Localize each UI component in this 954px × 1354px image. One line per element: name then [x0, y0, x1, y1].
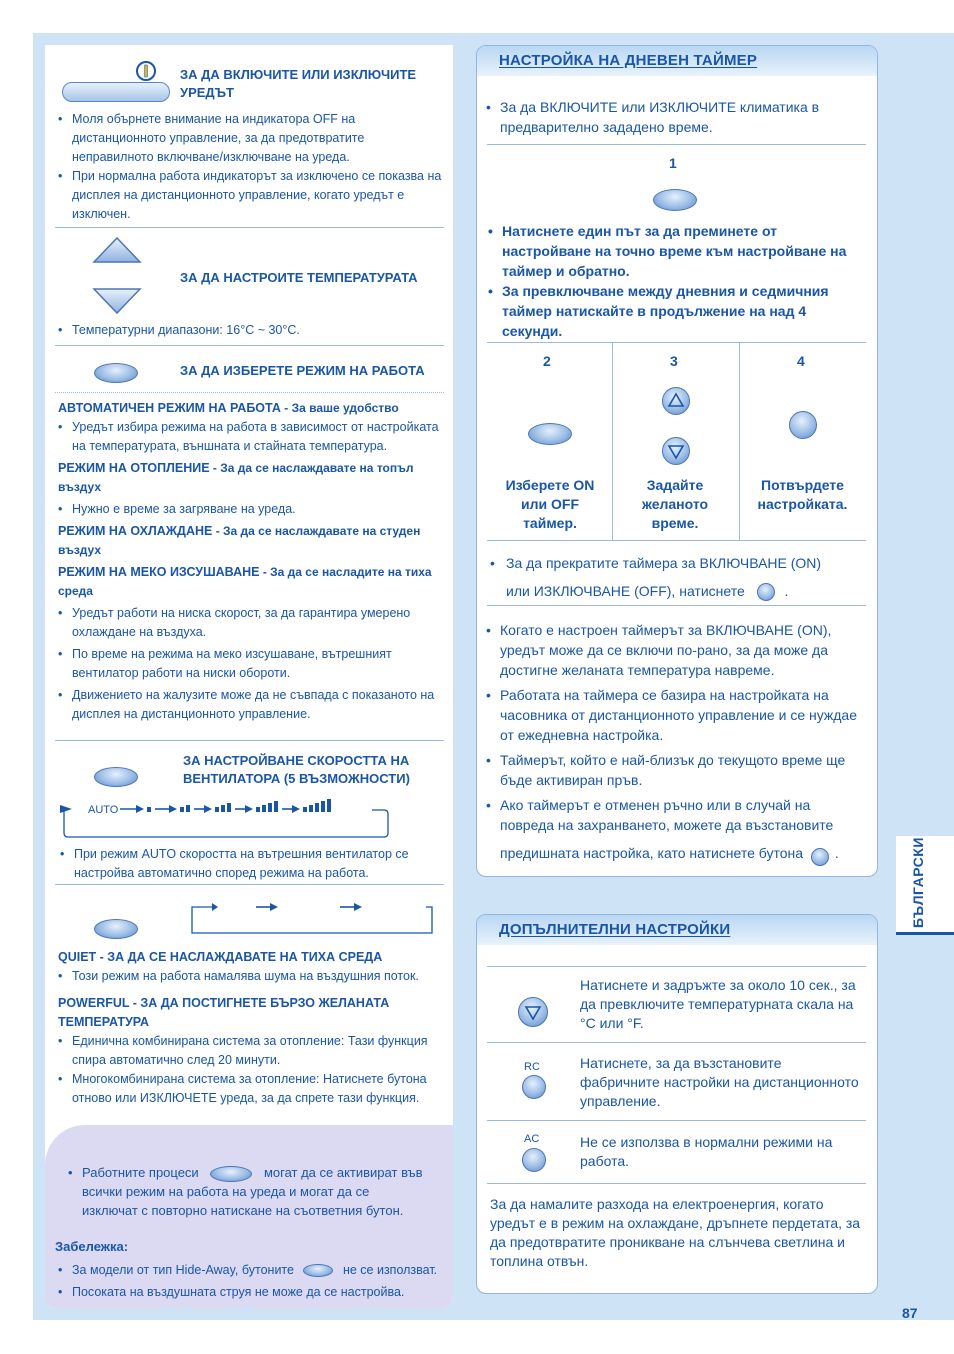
mode-descriptions	[58, 399, 444, 724]
divider	[55, 227, 444, 228]
timer-restore-button-icon	[811, 848, 829, 866]
extra-panel-header	[477, 915, 877, 945]
divider	[55, 740, 444, 741]
extra-row-3-text: Не се използва в нормални режими на работа.	[580, 1134, 833, 1169]
list-item: • Този режим на работа намалява шума на въздушния поток.	[58, 967, 444, 986]
divider	[487, 342, 866, 343]
timer-confirm-button[interactable]	[789, 411, 817, 439]
note-list	[58, 1261, 448, 1302]
divider	[487, 144, 866, 145]
divider	[739, 342, 740, 540]
powerful-heading: POWERFUL - ЗА ДА ПОСТИГНЕТЕ БЪРЗО ЖЕЛАНАТА ТЕМПЕРАТУРА	[58, 996, 390, 1029]
list-item: • Уредът работи на ниска скорост, за да гарантира умерено охлаждане на въздуха.	[58, 604, 444, 642]
list-item: • Когато е настроен таймерът за ВКЛЮЧВАНЕ (ON), уредът може да се включи по-рано, за да може да достигне желаната температура навреме.	[486, 620, 866, 680]
quiet-powerful-text	[58, 948, 444, 1108]
mode-button[interactable]	[94, 363, 138, 383]
list-item: • Работата на таймера се базира на настройката на часовника от дистанционното управление и се нуждае от ежедневна настройка.	[486, 685, 866, 745]
fan-bullets	[60, 845, 446, 883]
list-item: • По време на режима на меко изсушаване, вътрешният вентилатор работи на ниски обороти.	[58, 645, 444, 683]
energy-saving-tip: За да намалите разхода на електроенергия, когато уредът е в режим на охлаждане, дръпнете пердетата, за да предотвратите проникване на слънчева светлина и топлина отвън.	[490, 1196, 861, 1269]
step-3-number: 3	[670, 353, 678, 369]
list-item: • Нужно е време за загряване на уреда.	[58, 500, 444, 519]
mode-title: ЗА ДА ИЗБЕРЕТЕ РЕЖИМ НА РАБОТА	[180, 363, 425, 378]
power-title: ЗА ДА ВКЛЮЧИТЕ ИЛИ ИЗКЛЮЧИТЕ УРЕДЪТ	[180, 67, 417, 100]
quiet-powerful-button[interactable]	[94, 919, 138, 939]
fan-title: ЗА НАСТРОЙВАНЕ СКОРОСТТА НА ВЕНТИЛАТОРА (5 ВЪЗМОЖНОСТИ)	[183, 753, 410, 786]
ac-reset-button[interactable]	[522, 1148, 546, 1172]
timer-intro	[486, 97, 866, 137]
temp-down-button[interactable]	[92, 287, 142, 320]
note-box-text	[68, 1163, 428, 1220]
operation-button-icon	[210, 1166, 252, 1182]
list-item: • За превключване между дневния и седмичния таймер натискайте в продължение на над 4 секунди.	[488, 281, 860, 341]
list-item: • Таймерът, който е най-близък до текущото време ще бъде активиран пръв.	[486, 750, 866, 790]
divider	[55, 392, 444, 393]
dry-mode-heading: РЕЖИМ НА МЕКО ИЗСУШАВАНЕ - За да се насладите на тиха среда	[58, 565, 432, 598]
fan-speed-button[interactable]	[94, 767, 138, 787]
heat-mode-heading: РЕЖИМ НА ОТОПЛЕНИЕ - За да се наслаждавате на топъл въздух	[58, 461, 414, 494]
step-1-instructions	[488, 221, 860, 341]
list-item: • Ако таймерът е отменен ръчно или в случай на повреда на захранването, можете да възстановите предишната настройка, като натиснете бутона .	[486, 795, 866, 866]
divider	[487, 1120, 866, 1121]
list-item: • За модели от тип Hide-Away, бутоните не се използват.	[58, 1261, 448, 1280]
operation-button-icon	[303, 1264, 333, 1277]
list-item: • За да прекратите таймера за ВКЛЮЧВАНЕ (ON) или ИЗКЛЮЧВАНЕ (OFF), натиснете .	[490, 549, 862, 605]
list-item: • Натиснете един път за да преминете от настройване на точно време към настройване на таймер и обратно.	[488, 221, 860, 281]
fan-speed-cycle-diagram	[60, 795, 395, 844]
rc-label: RC	[524, 1061, 540, 1073]
page-number: 87	[902, 1305, 918, 1321]
note-title: Забележка:	[55, 1239, 129, 1254]
extra-row-1-text: Натиснете и задръжте за около 10 сек., за да превключите температурната скала на °C или °F.	[580, 977, 856, 1031]
divider	[612, 342, 613, 540]
divider	[487, 540, 866, 541]
step-2-number: 2	[543, 353, 551, 369]
power-bullets	[58, 110, 442, 224]
temp-up-button[interactable]	[92, 236, 142, 269]
timer-cancel-button-icon	[757, 583, 775, 601]
step-3-label: Задайте желаното време.	[641, 477, 709, 531]
list-item: • Единична комбинирана система за отопление: Тази функция спира автоматично след 20 минути.	[58, 1032, 444, 1070]
auto-mode-heading: АВТОМАТИЧЕН РЕЖИМ НА РАБОТА - За ваше удобство	[58, 401, 399, 415]
ac-label: AC	[524, 1133, 540, 1145]
quiet-heading: QUIET - ЗА ДА СЕ НАСЛАЖДАВАТЕ НА ТИХА СРЕДА	[58, 950, 383, 964]
svg-text:AUTO: AUTO	[88, 804, 119, 816]
timer-panel-header	[477, 46, 877, 76]
list-item	[68, 1163, 428, 1220]
step-4-label: Потвърдете настройката.	[757, 477, 848, 512]
timer-on-off-button[interactable]	[528, 423, 572, 445]
rc-reset-button[interactable]	[522, 1075, 546, 1099]
list-item: • Многокомбинирана система за отопление: Натиснете бутона отново или ИЗКЛЮЧЕТЕ уреда, за да спрете тази функция.	[58, 1070, 444, 1108]
list-item: • Моля обърнете внимание на индикатора OFF на дистанционното управление, за да предотвратите неправилното включване/изключване на уреда.	[58, 110, 442, 167]
list-item: • Уредът избира режима на работа в зависимост от настройката на температурата, външната и стайната температура.	[58, 418, 444, 456]
divider	[487, 605, 866, 606]
temp-title: ЗА ДА НАСТРОИТЕ ТЕМПЕРАТУРАТА	[180, 270, 418, 285]
quiet-powerful-cycle-diagram	[186, 901, 436, 942]
list-item: • За да ВКЛЮЧИТЕ или ИЗКЛЮЧИТЕ климатика в предварително зададено време.	[486, 97, 866, 137]
list-item: • Посоката на въздушната струя не може да се настройва.	[58, 1283, 448, 1302]
list-item: • При нормална работа индикаторът за изключено се показва на дисплея на дистанционното управление, когато уредът е изключен.	[58, 167, 442, 224]
note-box-rest: във всички режим на работа на уреда и могат да се изключат с повторно натискане на съответния бутон.	[82, 1165, 423, 1218]
timer-cancel	[490, 549, 862, 605]
step-2-label: Изберете ON или OFF таймер.	[505, 477, 595, 531]
list-item: • При режим AUTO скоростта на вътрешния вентилатор се настройва автоматично според режима на работа.	[60, 845, 446, 883]
divider	[55, 884, 444, 885]
language-tab	[896, 836, 954, 935]
cool-mode-heading: РЕЖИМ НА ОХЛАЖДАНЕ - За да се наслаждавате на студен въздух	[58, 524, 421, 557]
note-box-line-a: Работните процеси	[82, 1165, 199, 1180]
timer-notes	[486, 620, 866, 866]
step-1-number: 1	[669, 155, 677, 171]
timer-set-button[interactable]	[653, 189, 697, 211]
list-item: • Движението на жалузите може да не съвпада с показаното на дисплея на дистанционното управление.	[58, 686, 444, 724]
divider	[487, 1042, 866, 1043]
list-item: • Температурни диапазони: 16°C ~ 30°C.	[58, 321, 442, 340]
divider	[55, 345, 444, 346]
step-4-number: 4	[797, 353, 805, 369]
language-tab-label: БЪЛГАРСКИ	[910, 837, 926, 928]
timer-down-button[interactable]	[662, 437, 690, 465]
timer-up-button[interactable]	[662, 387, 690, 415]
timer-title: НАСТРОЙКА НА ДНЕВЕН ТАЙМЕР	[499, 52, 758, 69]
extra-row-2-text: Натиснете, за да възстановите фабричните настройки на дистанционното управление.	[580, 1055, 859, 1109]
note-box-line-b: могат да се активират	[263, 1165, 398, 1180]
divider	[487, 966, 866, 967]
temp-scale-button[interactable]	[518, 997, 548, 1027]
divider	[487, 1183, 866, 1184]
extra-title: ДОПЪЛНИТЕЛНИ НАСТРОЙКИ	[499, 921, 731, 938]
power-icon	[135, 60, 157, 87]
temp-range	[58, 321, 442, 340]
